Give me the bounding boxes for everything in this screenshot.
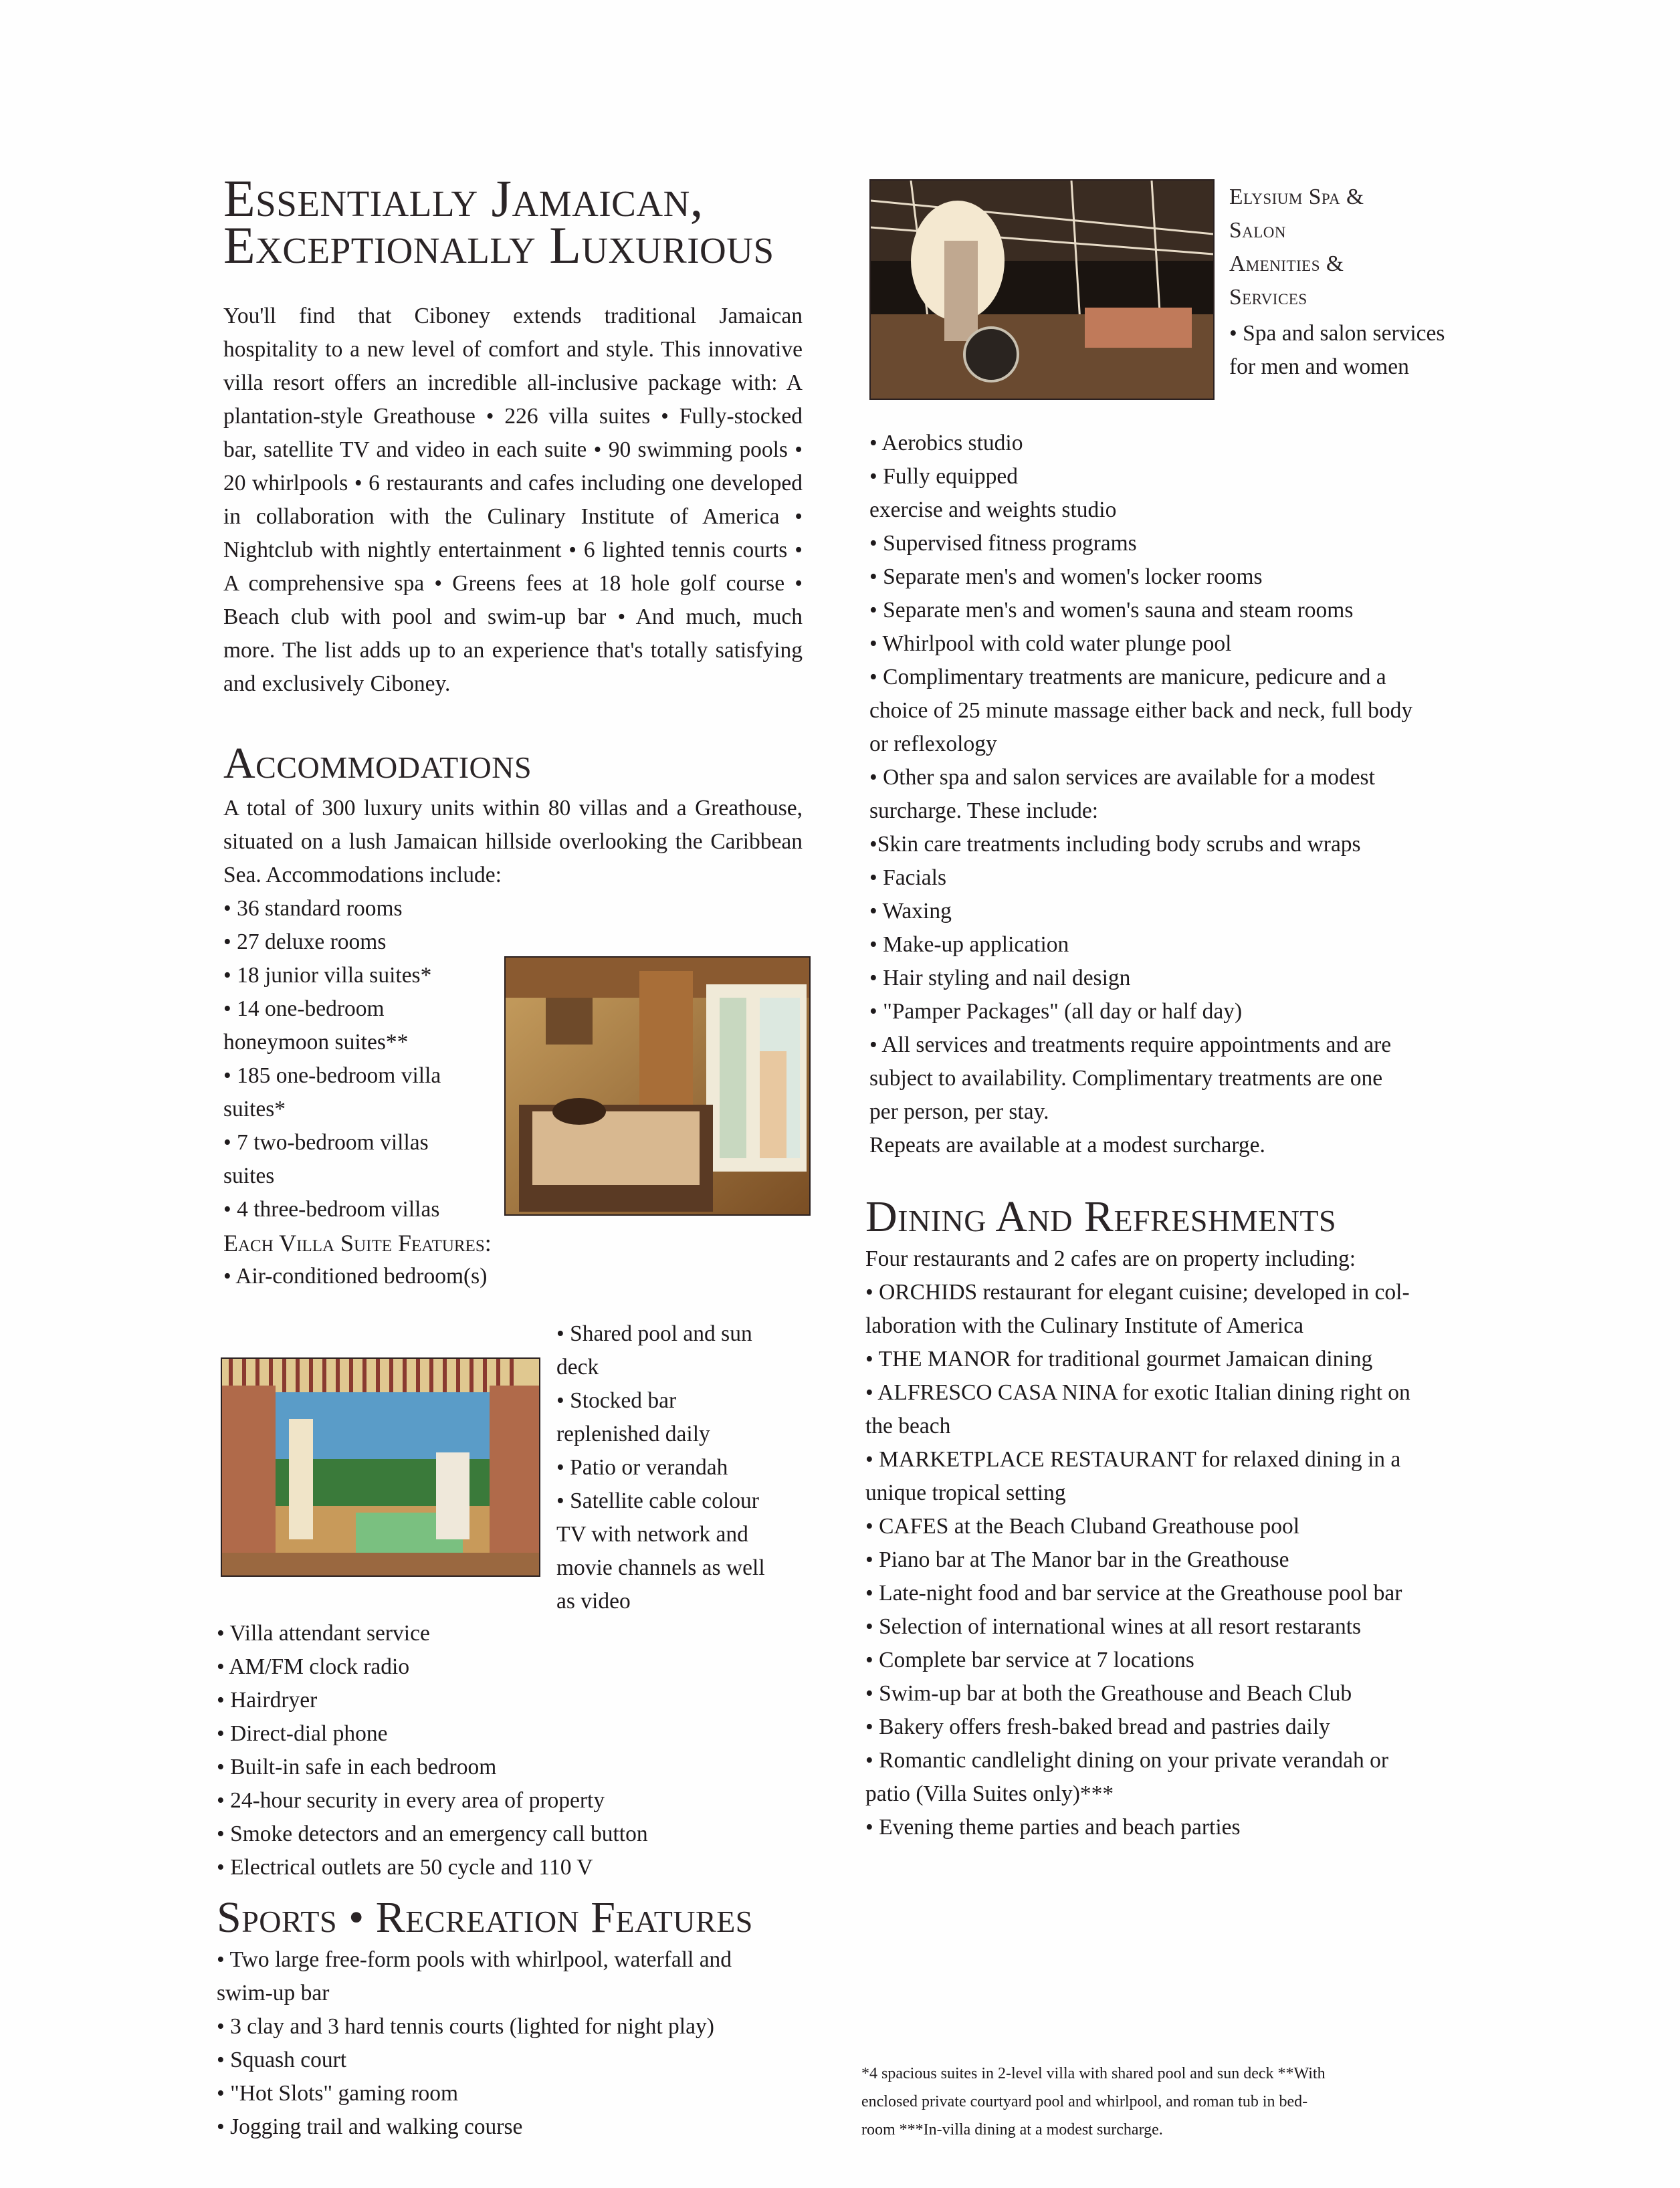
spa-item: subject to availability. Complimentary treatments are one [869,1066,1383,1091]
gym-photo-image [871,181,1213,399]
feature-item: replenished daily [556,1422,710,1446]
room-list-item: suites* [223,1097,286,1121]
spa-item: • "Pamper Packages" (all day or half day) [869,999,1243,1024]
feature-item: • Hairdryer [217,1688,318,1713]
footnote-line: room ***In-villa dining at a modest surcharge. [861,2121,1163,2139]
dining-item: • ALFRESCO CASA NINA for exotic Italian dining right on [865,1380,1410,1405]
accommodations-intro: A total of 300 luxury units within 80 villas and a Greathouse, situated on a lush Jamaican hillside overlooking the Caribbean Sea. Accommodations include: [223,796,803,887]
dining-list [865,1242,1514,1844]
spa-item: • Spa and salon services [1229,321,1445,346]
spa-item: surcharge. These include: [869,798,1099,823]
spa-side-list [1229,317,1510,384]
footnote [861,2060,1503,2144]
spa-item: • Supervised fitness programs [869,531,1137,556]
bedroom-photo-image [506,958,809,1214]
dining-item: • THE MANOR for traditional gourmet Jamaican dining [865,1347,1373,1372]
feature-item: • Patio or verandah [556,1455,728,1480]
footnote-line: *4 spacious suites in 2-level villa with shared pool and sun deck **With [861,2065,1326,2082]
intro-title-line: Exceptionally Luxurious [223,216,774,274]
feature-item: • Villa attendant service [217,1621,430,1646]
villa-feature-side-list [556,1317,817,1618]
spa-item: •Skin care treatments including body scrubs and wraps [869,832,1361,857]
sports-section [217,1894,819,2144]
sports-item: • "Hot Slots" gaming room [217,2081,459,2106]
dining-item: • Bakery offers fresh-baked bread and pastries daily [865,1715,1330,1739]
spa-item: • Aerobics studio [869,431,1023,455]
spa-item: • Make-up application [869,932,1069,957]
feature-item: as video [556,1589,631,1614]
spa-list [869,427,1511,1162]
dining-item: • Late-night food and bar service at the Greathouse pool bar [865,1581,1402,1606]
spa-item: exercise and weights studio [869,498,1117,522]
feature-item: • Electrical outlets are 50 cycle and 110 V [217,1855,593,1880]
dining-item: • Selection of international wines at all resort restarants [865,1614,1362,1639]
dining-item: • CAFES at the Beach Cluband Greathouse pool [865,1514,1300,1539]
spa-item: choice of 25 minute massage either back and neck, full body [869,698,1413,723]
dining-item: laboration with the Culinary Institute of America [865,1313,1303,1338]
sports-item: • Jogging trail and walking course [217,2114,523,2139]
feature-item: • Air-conditioned bedroom(s) [223,1264,488,1289]
sports-title: Sports • Recreation Features [217,1893,753,1942]
dining-item: Four restaurants and 2 cafes are on property including: [865,1246,1356,1271]
spa-item: • Facials [869,865,946,890]
room-list-item: • 27 deluxe rooms [223,929,387,954]
dining-section [865,1193,1514,1844]
dining-item: • Romantic candlelight dining on your private verandah or [865,1748,1389,1773]
feature-item: movie channels as well [556,1555,765,1580]
sports-item: • 3 clay and 3 hard tennis courts (lighted for night play) [217,2014,714,2039]
feature-item: • Built-in safe in each bedroom [217,1755,497,1779]
sports-item: swim-up bar [217,1981,330,2005]
dining-item: the beach [865,1414,951,1438]
villa-photo [221,1357,540,1577]
spa-item: • Waxing [869,899,952,923]
feature-item: • Shared pool and sun [556,1321,752,1346]
gym-photo [869,179,1215,400]
dining-item: • Piano bar at The Manor bar in the Greathouse [865,1547,1289,1572]
spa-title [1229,181,1510,314]
features-title: Each Villa Suite Features: [223,1230,492,1256]
room-list-item: • 185 one-bedroom villa [223,1063,441,1088]
footnote-line: enclosed private courtyard pool and whirlpool, and roman tub in bed- [861,2093,1308,2110]
room-list-item: • 36 standard rooms [223,896,403,921]
spa-item: • Hair styling and nail design [869,966,1131,990]
spa-item: • Separate men's and women's sauna and steam rooms [869,598,1354,623]
intro-paragraph: You'll find that Ciboney extends traditional Jamaican hospitality to a new level of comfort and style. This innovative villa resort offers an incredible all-inclusive package with: A plantation-style Greathouse • 226 villa suites • Fully-stocked bar, satellite TV and video in each suite • 90 swimming pools • 20 whirlpools • 6 restaurants and cafes including one developed in collaboration with the Culinary Institute of America • Nightclub with nightly entertainment • 6 lighted tennis courts • A comprehensive spa • Greens fees at 18 hole golf course • Beach club with pool and swim-up bar • And much, much more. The list adds up to an experience that's totally satisfying and exclusively Ciboney. [223,304,803,696]
spa-title-line: Amenities & [1229,251,1344,276]
spa-title-line: Services [1229,285,1307,310]
dining-item: • Complete bar service at 7 locations [865,1648,1194,1672]
dining-item: • MARKETPLACE RESTAURANT for relaxed dining in a [865,1447,1401,1472]
spa-item: • Fully equipped [869,464,1019,489]
room-list-item: • 18 junior villa suites* [223,963,432,988]
spa-item: for men and women [1229,354,1409,379]
sports-list [217,1943,819,2144]
room-list-item: • 7 two-bedroom villas [223,1130,429,1155]
feature-item: • Smoke detectors and an emergency call button [217,1822,648,1846]
spa-title-line: Elysium Spa & [1229,185,1364,209]
dining-title: Dining And Refreshments [865,1192,1337,1241]
intro-title-line: Essentially Jamaican, [223,169,704,227]
spa-item: • Separate men's and women's locker rooms [869,564,1263,589]
feature-list [217,1617,819,1884]
feature-item: • AM/FM clock radio [217,1654,410,1679]
bedroom-photo [504,956,811,1216]
dining-item: patio (Villa Suites only)*** [865,1781,1114,1806]
feature-item: • 24-hour security in every area of property [217,1788,605,1813]
dining-item: unique tropical setting [865,1481,1066,1505]
room-list-item: • 14 one-bedroom [223,996,385,1021]
feature-item: TV with network and [556,1522,748,1547]
spa-item: • All services and treatments require appointments and are [869,1032,1392,1057]
spa-item: • Complimentary treatments are manicure, pedicure and a [869,665,1386,689]
feature-item: • Stocked bar [556,1388,677,1413]
dining-item: • ORCHIDS restaurant for elegant cuisine; developed in col- [865,1280,1410,1305]
dining-item: • Swim-up bar at both the Greathouse and Beach Club [865,1681,1352,1706]
accommodations-title: Accommodations [223,739,532,788]
feature-item: • Direct-dial phone [217,1721,388,1746]
sports-item: • Squash court [217,2048,347,2072]
spa-item: or reflexology [869,732,997,756]
feature-item: deck [556,1355,599,1380]
spa-item: • Whirlpool with cold water plunge pool [869,631,1232,656]
villa-photo-image [222,1359,539,1575]
room-list-item: • 4 three-bedroom villas [223,1197,440,1222]
sports-item: • Two large free-form pools with whirlpool, waterfall and [217,1947,732,1972]
spa-item: Repeats are available at a modest surcharge. [869,1133,1265,1158]
intro-title [223,169,805,274]
room-list-item: suites [223,1164,275,1188]
spa-title-block [1229,181,1510,384]
dining-item: • Evening theme parties and beach parties [865,1815,1241,1840]
spa-title-line: Salon [1229,218,1287,243]
room-list-item: honeymoon suites** [223,1030,409,1055]
spa-item: per person, per stay. [869,1099,1049,1124]
feature-item: • Satellite cable colour [556,1489,759,1513]
spa-item: • Other spa and salon services are available for a modest [869,765,1375,790]
